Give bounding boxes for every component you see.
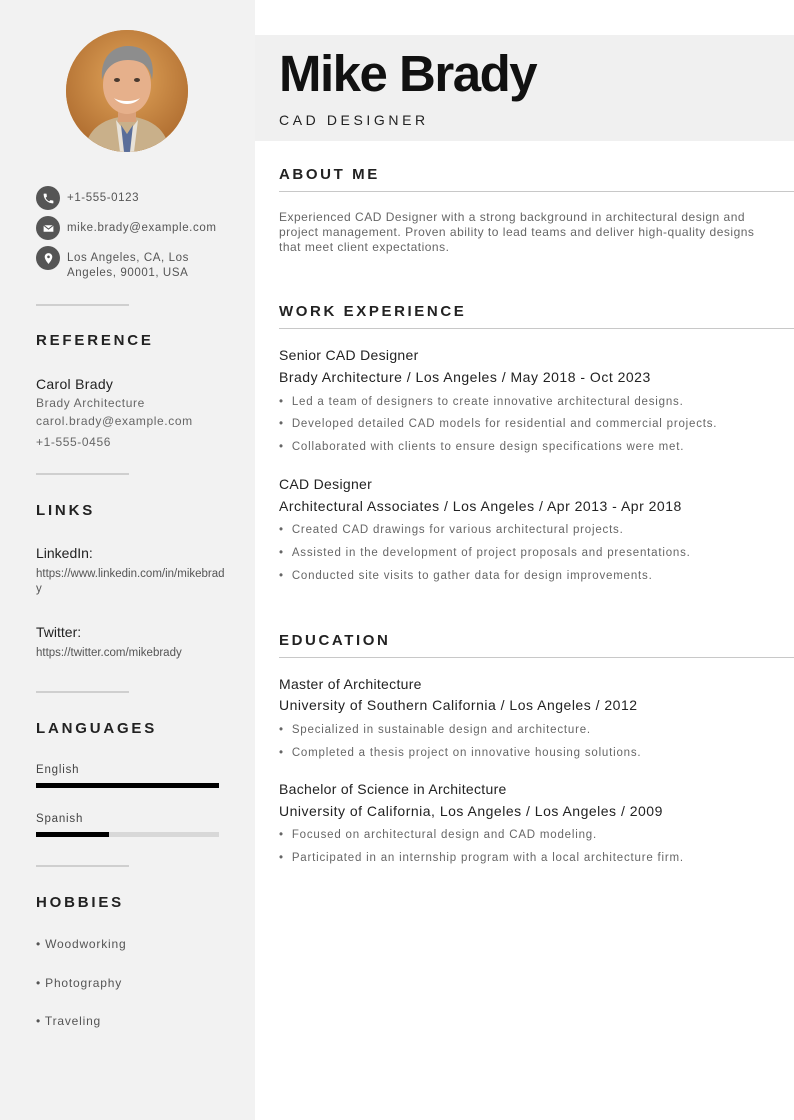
reference-phone: +1-555-0456 (36, 435, 111, 449)
reference-company: Brady Architecture (36, 396, 145, 410)
reference-heading: REFERENCE (36, 332, 154, 349)
language-level-fill (36, 832, 109, 837)
address-line1: Los Angeles, CA, Los (67, 252, 189, 264)
sidebar-divider (36, 865, 129, 867)
about-heading: ABOUT ME (279, 166, 380, 183)
education-bullet: • Completed a thesis project on innovative housing solutions. (279, 747, 641, 759)
twitter-label: Twitter: (36, 624, 82, 640)
section-rule (279, 657, 794, 658)
hobby-item: • Traveling (36, 1014, 102, 1028)
job-bullet: • Assisted in the development of project proposals and presentations. (279, 547, 691, 559)
hobby-label: Photography (45, 976, 122, 990)
sidebar-divider (36, 473, 129, 475)
language-level-fill (36, 783, 219, 788)
job-title: CAD Designer (279, 476, 373, 492)
phone-text: +1-555-0123 (67, 192, 140, 204)
job-bullet: • Developed detailed CAD models for residential and commercial projects. (279, 418, 717, 430)
linkedin-label: LinkedIn: (36, 545, 93, 561)
education-heading: EDUCATION (279, 632, 391, 649)
about-text: Experienced CAD Designer with a strong background in architectural design and project management. Proven ability to lead teams and deliver high-quality designs that meet client expectations. (279, 210, 755, 254)
sidebar-divider (36, 691, 129, 693)
section-rule (279, 328, 794, 329)
profile-photo (66, 30, 188, 152)
hobby-item: • Photography (36, 976, 122, 990)
job-meta: Architectural Associates / Los Angeles / Apr 2013 - Apr 2018 (279, 498, 682, 514)
degree-meta: University of Southern California / Los Angeles / 2012 (279, 697, 638, 713)
job-bullet: • Led a team of designers to create innovative architectural designs. (279, 396, 684, 408)
linkedin-link[interactable]: https://www.linkedin.com/in/mikebrady (36, 568, 225, 595)
email-text[interactable]: mike.brady@example.com (67, 222, 217, 234)
address-line2: Angeles, 90001, USA (67, 267, 189, 279)
degree-meta: University of California, Los Angeles / Los Angeles / 2009 (279, 803, 663, 819)
language-level-bar (36, 783, 219, 788)
education-bullet: • Specialized in sustainable design and architecture. (279, 724, 591, 736)
job-bullet: • Collaborated with clients to ensure design specifications were met. (279, 441, 684, 453)
education-bullet: • Participated in an internship program with a local architecture firm. (279, 852, 684, 864)
twitter-link[interactable]: https://twitter.com/mikebrady (36, 647, 182, 659)
language-name: English (36, 764, 80, 776)
language-name: Spanish (36, 813, 84, 825)
job-meta: Brady Architecture / Los Angeles / May 2018 - Oct 2023 (279, 369, 651, 385)
hobby-item: • Woodworking (36, 937, 127, 951)
sidebar-divider (36, 304, 129, 306)
hobby-label: Traveling (44, 1014, 102, 1028)
reference-email[interactable]: carol.brady@example.com (36, 414, 193, 428)
language-level-bar (36, 832, 219, 837)
degree-title: Master of Architecture (279, 676, 422, 692)
links-heading: LINKS (36, 502, 95, 519)
education-bullet: • Focused on architectural design and CAD modeling. (279, 829, 597, 841)
phone-icon (36, 186, 60, 210)
job-bullet: • Created CAD drawings for various architectural projects. (279, 524, 624, 536)
section-rule (279, 191, 794, 192)
hobby-label: Woodworking (45, 937, 127, 951)
job-bullet: • Conducted site visits to gather data for design improvements. (279, 570, 653, 582)
candidate-title: CAD DESIGNER (279, 112, 429, 128)
mail-icon (36, 216, 60, 240)
languages-heading: LANGUAGES (36, 720, 158, 737)
hobbies-heading: HOBBIES (36, 894, 124, 911)
location-pin-icon (36, 246, 60, 270)
reference-name: Carol Brady (36, 376, 114, 392)
candidate-name: Mike Brady (279, 45, 537, 102)
experience-heading: WORK EXPERIENCE (279, 303, 467, 320)
degree-title: Bachelor of Science in Architecture (279, 781, 507, 797)
job-title: Senior CAD Designer (279, 347, 419, 363)
